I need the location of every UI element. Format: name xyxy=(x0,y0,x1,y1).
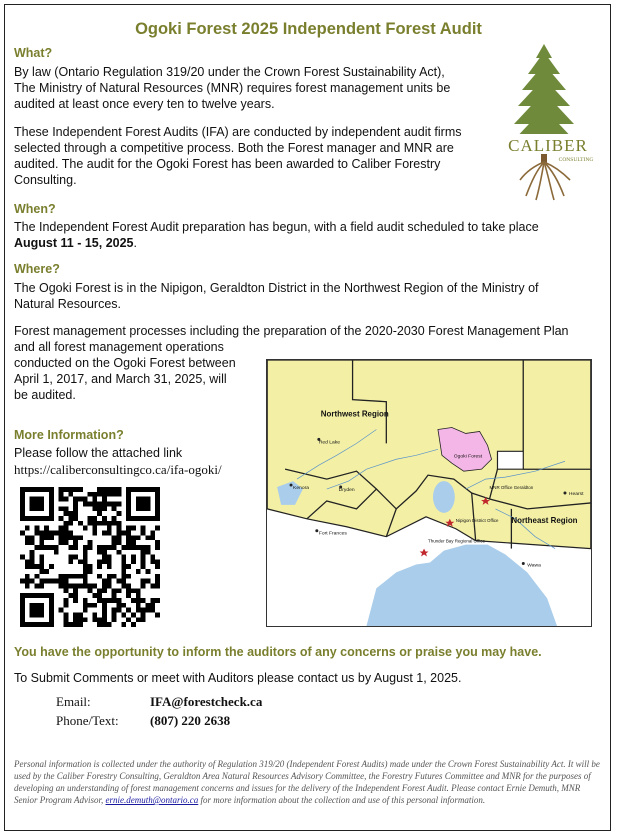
label-wawa: Wawa xyxy=(527,563,541,569)
page-title: Ogoki Forest 2025 Independent Forest Audit xyxy=(135,20,482,38)
ifa-link[interactable]: https://caliberconsultingco.ca/ifa-ogoki/ xyxy=(14,462,222,477)
text-line: Forest management processes including the preparation of the 2020-2030 Forest Management Plan xyxy=(14,324,569,338)
logo-sub: CONSULTING xyxy=(558,157,594,163)
label-northeast-region: Northeast Region xyxy=(511,515,578,525)
label-thunder-bay-office: Thunder Bay Regional Office xyxy=(428,538,486,544)
more-info-text: Please follow the attached link xyxy=(14,446,183,460)
privacy-notice xyxy=(14,758,602,806)
phone-number[interactable]: (807) 220 2638 xyxy=(150,713,231,728)
text-line: audited. The audit for the Ogoki Forest has been awarded to Caliber Forestry xyxy=(14,157,441,171)
text-line: The Ministry of Natural Resources (MNR) requires forest management units be xyxy=(14,81,451,95)
what-heading: What? xyxy=(14,46,53,60)
region-map xyxy=(266,359,592,627)
where-heading: Where? xyxy=(14,262,60,276)
opportunity-text: You have the opportunity to inform the auditors of any concerns or praise you may have. xyxy=(14,645,542,659)
label-hearst: Hearst xyxy=(568,491,584,497)
text-line: These Independent Forest Audits (IFA) are conducted by independent audit firms xyxy=(14,125,462,139)
when-heading: When? xyxy=(14,202,56,216)
label-kenora: Kenora xyxy=(293,486,310,492)
label-fort-frances: Fort Frances xyxy=(318,531,347,537)
label-mnr-geraldton: MNR Office Geraldton xyxy=(489,485,534,491)
dates-line: August 11 - 15, 2025. xyxy=(14,236,137,250)
email-label: Email: xyxy=(56,694,91,709)
label-red-lake: Red Lake xyxy=(318,440,341,446)
qr-code[interactable] xyxy=(20,487,160,627)
text-line: audited at least once every ten to twelve years. xyxy=(14,97,275,111)
text-line: selected through a competitive process. Both the Forest manager and MNR are xyxy=(14,141,454,155)
caliber-logo xyxy=(492,40,602,202)
privacy-text: Personal information is collected under the authority of Regulation 319/20 (Independent Forest Audits) made under the Crown Forest Sustainability Act. It will be used by the Caliber Forestry Consulting, Geraldton Area Natural Resources Advisory Committee, the Forestry Futures Committee and MNR for the purposes of developing an understanding of forest management concerns and issues for the delivery of the Independent Forest Audit. Please contact Ernie Demuth, MNR Senior Program Advisor, xyxy=(14,759,600,805)
text-line: By law (Ontario Regulation 319/20 under the Crown Forest Sustainability Act), xyxy=(14,65,445,79)
text-line: Consulting. xyxy=(14,173,77,187)
text-line: and all forest management operations xyxy=(14,340,224,354)
text-line: The Independent Forest Audit preparation has begun, with a field audit scheduled to take place xyxy=(14,220,539,234)
label-ogoki-forest: Ogoki Forest xyxy=(453,454,483,460)
privacy-tail: for more information about the collection and use of this personal information. xyxy=(200,795,486,805)
submit-text: To Submit Comments or meet with Auditors please contact us by August 1, 2025. xyxy=(14,671,462,685)
phone-label: Phone/Text: xyxy=(56,713,119,728)
text-line: April 1, 2017, and March 31, 2025, will xyxy=(14,372,227,386)
when-paragraph xyxy=(14,219,539,251)
text-line: The Ogoki Forest is in the Nipigon, Geraldton District in the Northwest Region of the Ministry of xyxy=(14,281,539,295)
label-nipigon-office: Nipigon District Office xyxy=(455,517,499,523)
what-paragraph-2 xyxy=(14,124,462,188)
text-line: Natural Resources. xyxy=(14,297,121,311)
label-dryden: Dryden xyxy=(338,488,355,494)
logo-name: CALIBER xyxy=(508,136,588,155)
text-line: be audited. xyxy=(14,388,76,402)
what-paragraph-1 xyxy=(14,64,450,112)
privacy-email-link[interactable]: ernie.demuth@ontario.ca xyxy=(105,795,199,805)
label-northwest-region: Northwest Region xyxy=(320,409,389,419)
audit-dates: August 11 - 15, 2025 xyxy=(14,236,134,250)
email-address[interactable]: IFA@forestcheck.ca xyxy=(150,694,263,709)
text-line: conducted on the Ogoki Forest between xyxy=(14,356,236,370)
more-info-heading: More Information? xyxy=(14,428,124,442)
where-paragraph xyxy=(14,280,539,312)
